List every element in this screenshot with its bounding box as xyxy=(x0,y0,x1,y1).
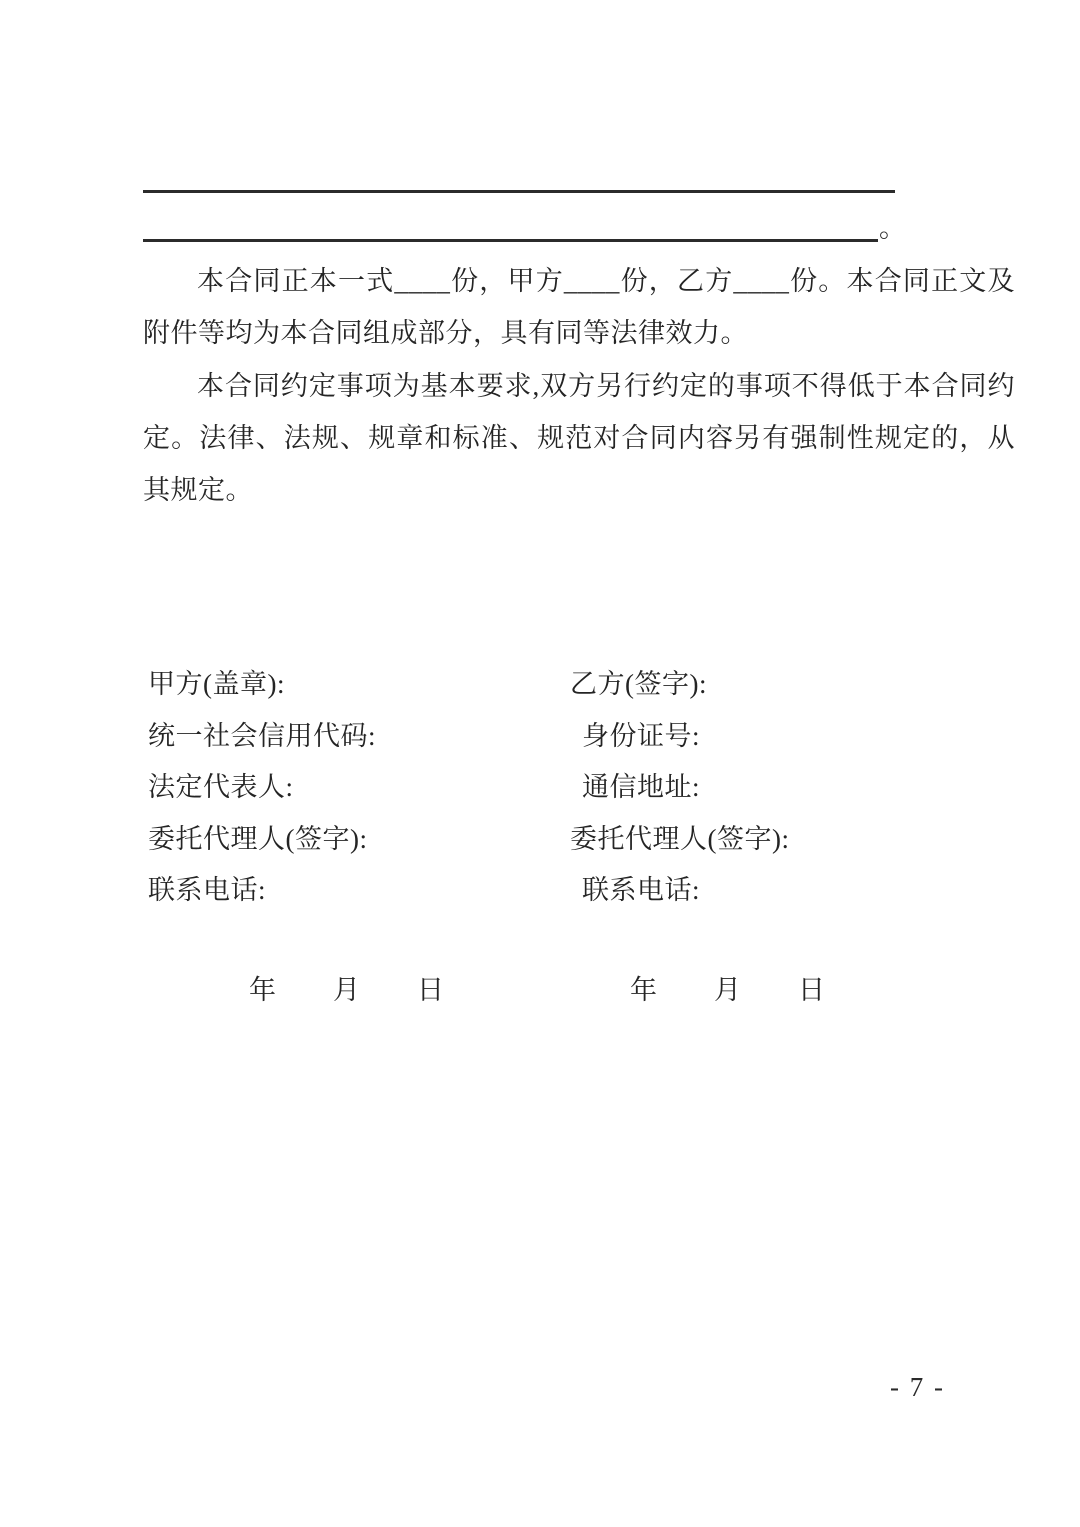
paragraph-contract-terms: 本合同约定事项为基本要求,双方另行约定的事项不得低于本合同约定。法律、法规、规章和标准、规范对合同内容另有强制性规定的，从其规定。 xyxy=(143,371,1015,505)
credit-code-label: 统一社会信用代码: xyxy=(148,720,377,751)
signature-row xyxy=(148,659,938,711)
legal-representative-label: 法定代表人: xyxy=(148,772,294,802)
party-b-agent-signature-label: 委托代理人(签字): xyxy=(570,823,790,854)
page-number: - 7 - xyxy=(890,1372,945,1402)
id-number-label: 身份证号: xyxy=(582,720,701,751)
signature-block xyxy=(148,659,938,917)
mailing-address-label: 通信地址: xyxy=(582,772,701,802)
party-a-date-line: 年 月 日 xyxy=(249,975,445,1005)
party-a-seal-label: 甲方(盖章): xyxy=(148,669,285,699)
signature-row xyxy=(148,814,938,866)
blank-fill-in-line-1 xyxy=(143,190,895,193)
date-lines-row xyxy=(0,964,1080,1016)
party-b-date-line: 年 月 日 xyxy=(630,975,826,1005)
party-a-agent-signature-label: 委托代理人(签字): xyxy=(148,823,368,854)
paragraph-contract-copies: 本合同正本一式____份，甲方____份，乙方____份。本合同正文及附件等均为本合同组成部分，具有同等法律效力。 xyxy=(143,266,1015,348)
signature-row xyxy=(148,711,938,763)
party-b-sign-label: 乙方(签字): xyxy=(570,669,707,699)
blank-fill-in-line-2 xyxy=(143,214,878,242)
sentence-period: 。 xyxy=(879,213,906,243)
blank-fill-in-line-2-row xyxy=(143,214,906,242)
signature-row xyxy=(148,762,938,814)
signature-row xyxy=(148,865,938,917)
party-b-contact-phone-label: 联系电话: xyxy=(582,875,701,905)
party-a-contact-phone-label: 联系电话: xyxy=(148,875,267,905)
